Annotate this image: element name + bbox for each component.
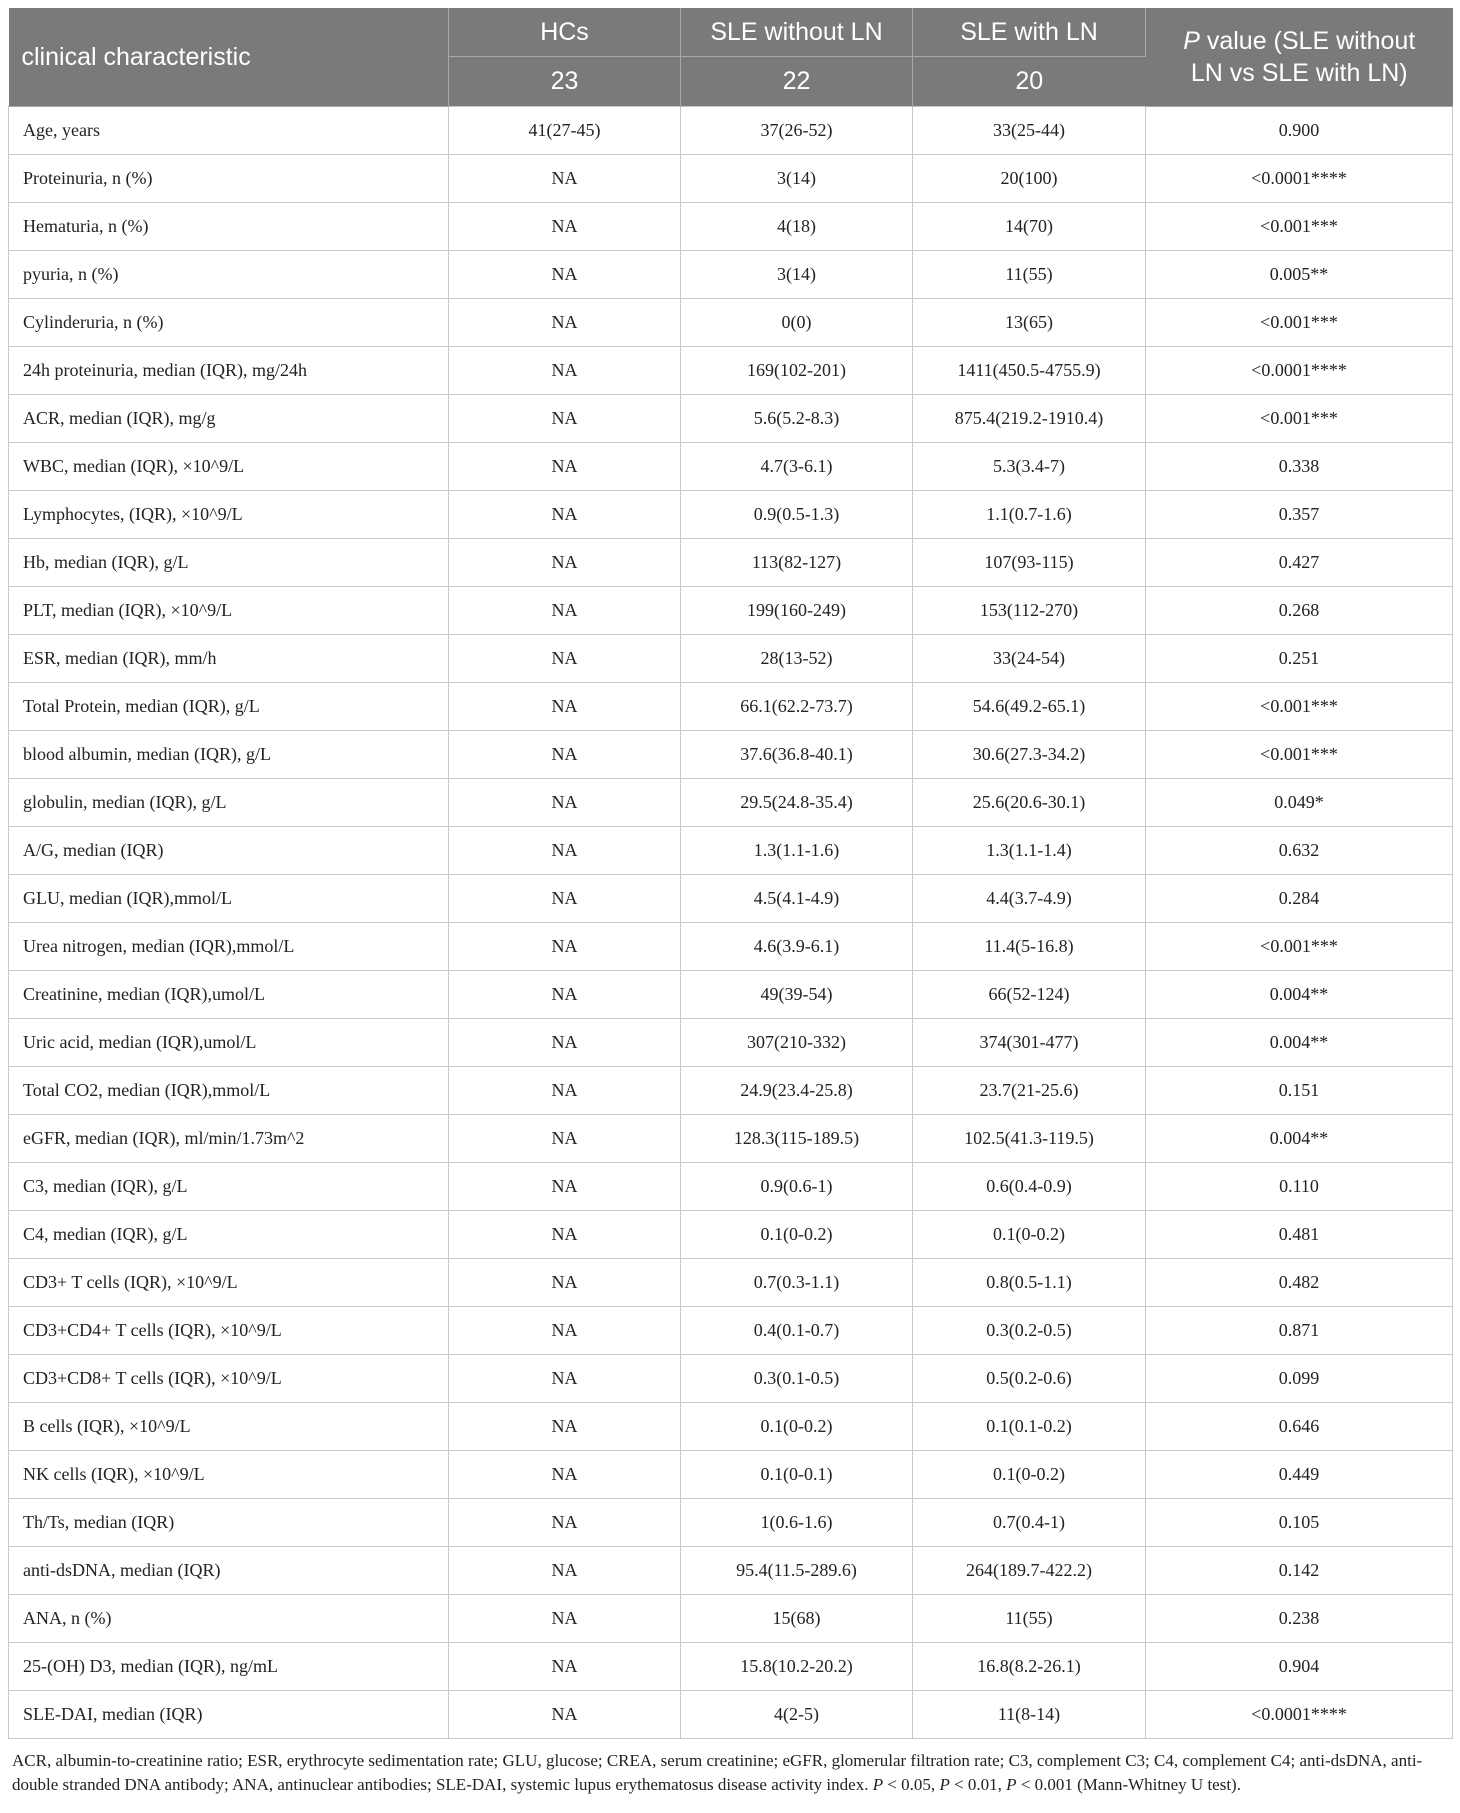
table-row — [9, 1355, 1453, 1403]
row-label: Total Protein, median (IQR), g/L — [9, 683, 449, 731]
hcs-value: NA — [449, 1211, 681, 1259]
sle-with-ln-value: 23.7(21-25.6) — [913, 1067, 1146, 1115]
p-value: 0.142 — [1146, 1547, 1453, 1595]
table-header — [9, 8, 1453, 107]
sle-without-ln-value: 4(18) — [681, 203, 913, 251]
sle-without-ln-value: 15.8(10.2-20.2) — [681, 1643, 913, 1691]
sle-with-ln-value: 0.5(0.2-0.6) — [913, 1355, 1146, 1403]
table-body — [9, 107, 1453, 1739]
row-label: Uric acid, median (IQR),umol/L — [9, 1019, 449, 1067]
sle-with-ln-value: 153(112-270) — [913, 587, 1146, 635]
sle-without-ln-value: 3(14) — [681, 251, 913, 299]
p-value: 0.004** — [1146, 971, 1453, 1019]
sle-without-ln-value: 1.3(1.1-1.6) — [681, 827, 913, 875]
hcs-value: NA — [449, 1643, 681, 1691]
header-p-rest: value (SLE without — [1199, 27, 1416, 55]
sle-without-ln-value: 37(26-52) — [681, 107, 913, 155]
hcs-value: NA — [449, 299, 681, 347]
hcs-value: NA — [449, 587, 681, 635]
row-label: Cylinderuria, n (%) — [9, 299, 449, 347]
sle-with-ln-value: 11(55) — [913, 1595, 1146, 1643]
row-label: B cells (IQR), ×10^9/L — [9, 1403, 449, 1451]
footnote-p1: P — [872, 1775, 884, 1794]
table-row — [9, 587, 1453, 635]
hcs-value: NA — [449, 1403, 681, 1451]
row-label: CD3+CD4+ T cells (IQR), ×10^9/L — [9, 1307, 449, 1355]
p-value: <0.0001**** — [1146, 347, 1453, 395]
hcs-value: NA — [449, 1163, 681, 1211]
header-n-sle-with-ln: 20 — [913, 57, 1146, 107]
hcs-value: NA — [449, 923, 681, 971]
hcs-value: NA — [449, 1499, 681, 1547]
sle-with-ln-value: 1411(450.5-4755.9) — [913, 347, 1146, 395]
row-label: pyuria, n (%) — [9, 251, 449, 299]
hcs-value: NA — [449, 1259, 681, 1307]
sle-without-ln-value: 15(68) — [681, 1595, 913, 1643]
sle-with-ln-value: 875.4(219.2-1910.4) — [913, 395, 1146, 443]
p-value: 0.900 — [1146, 107, 1453, 155]
row-label: blood albumin, median (IQR), g/L — [9, 731, 449, 779]
sle-with-ln-value: 0.3(0.2-0.5) — [913, 1307, 1146, 1355]
row-label: Th/Ts, median (IQR) — [9, 1499, 449, 1547]
hcs-value: NA — [449, 635, 681, 683]
sle-without-ln-value: 4(2-5) — [681, 1691, 913, 1739]
sle-with-ln-value: 54.6(49.2-65.1) — [913, 683, 1146, 731]
sle-with-ln-value: 11.4(5-16.8) — [913, 923, 1146, 971]
p-value: 0.284 — [1146, 875, 1453, 923]
p-value: 0.110 — [1146, 1163, 1453, 1211]
table-row — [9, 923, 1453, 971]
row-label: CD3+CD8+ T cells (IQR), ×10^9/L — [9, 1355, 449, 1403]
sle-without-ln-value: 95.4(11.5-289.6) — [681, 1547, 913, 1595]
row-label: Creatinine, median (IQR),umol/L — [9, 971, 449, 1019]
hcs-value: NA — [449, 251, 681, 299]
sle-with-ln-value: 374(301-477) — [913, 1019, 1146, 1067]
sle-without-ln-value: 128.3(115-189.5) — [681, 1115, 913, 1163]
sle-without-ln-value: 3(14) — [681, 155, 913, 203]
row-label: Total CO2, median (IQR),mmol/L — [9, 1067, 449, 1115]
table-row — [9, 971, 1453, 1019]
hcs-value: NA — [449, 347, 681, 395]
sle-without-ln-value: 0.4(0.1-0.7) — [681, 1307, 913, 1355]
document — [8, 8, 1452, 1797]
footnote-p3: P — [1006, 1775, 1017, 1794]
table-row — [9, 1211, 1453, 1259]
p-value: 0.238 — [1146, 1595, 1453, 1643]
sle-without-ln-value: 49(39-54) — [681, 971, 913, 1019]
hcs-value: NA — [449, 1355, 681, 1403]
footnote-t3: < 0.001 (Mann-Whitney U test). — [1016, 1775, 1241, 1794]
hcs-value: NA — [449, 491, 681, 539]
table-row — [9, 1115, 1453, 1163]
hcs-value: NA — [449, 395, 681, 443]
sle-without-ln-value: 113(82-127) — [681, 539, 913, 587]
sle-with-ln-value: 20(100) — [913, 155, 1146, 203]
table-row — [9, 683, 1453, 731]
hcs-value: NA — [449, 539, 681, 587]
p-value: <0.0001**** — [1146, 155, 1453, 203]
p-value: 0.632 — [1146, 827, 1453, 875]
table-row — [9, 1547, 1453, 1595]
hcs-value: NA — [449, 1019, 681, 1067]
p-value: <0.001*** — [1146, 731, 1453, 779]
sle-with-ln-value: 4.4(3.7-4.9) — [913, 875, 1146, 923]
row-label: C4, median (IQR), g/L — [9, 1211, 449, 1259]
hcs-value: NA — [449, 203, 681, 251]
row-label: Lymphocytes, (IQR), ×10^9/L — [9, 491, 449, 539]
table-row — [9, 443, 1453, 491]
row-label: Hematuria, n (%) — [9, 203, 449, 251]
p-value: <0.001*** — [1146, 299, 1453, 347]
sle-with-ln-value: 16.8(8.2-26.1) — [913, 1643, 1146, 1691]
table-row — [9, 491, 1453, 539]
p-value: 0.004** — [1146, 1115, 1453, 1163]
table-row — [9, 203, 1453, 251]
p-value: 0.482 — [1146, 1259, 1453, 1307]
sle-without-ln-value: 199(160-249) — [681, 587, 913, 635]
row-label: 25-(OH) D3, median (IQR), ng/mL — [9, 1643, 449, 1691]
header-group-hcs: HCs — [449, 8, 681, 57]
hcs-value: NA — [449, 971, 681, 1019]
sle-with-ln-value: 0.1(0-0.2) — [913, 1211, 1146, 1259]
footnote-t1: < 0.05, — [883, 1775, 940, 1794]
table-row — [9, 155, 1453, 203]
sle-with-ln-value: 33(25-44) — [913, 107, 1146, 155]
table-row — [9, 1595, 1453, 1643]
row-label: ACR, median (IQR), mg/g — [9, 395, 449, 443]
table-row — [9, 731, 1453, 779]
p-value: 0.646 — [1146, 1403, 1453, 1451]
sle-with-ln-value: 5.3(3.4-7) — [913, 443, 1146, 491]
sle-without-ln-value: 1(0.6-1.6) — [681, 1499, 913, 1547]
p-value: 0.357 — [1146, 491, 1453, 539]
p-value: <0.001*** — [1146, 395, 1453, 443]
clinical-characteristics-table — [8, 8, 1453, 1739]
row-label: Proteinuria, n (%) — [9, 155, 449, 203]
row-label: PLT, median (IQR), ×10^9/L — [9, 587, 449, 635]
row-label: eGFR, median (IQR), ml/min/1.73m^2 — [9, 1115, 449, 1163]
hcs-value: NA — [449, 1115, 681, 1163]
table-row — [9, 875, 1453, 923]
sle-without-ln-value: 169(102-201) — [681, 347, 913, 395]
p-value: 0.005** — [1146, 251, 1453, 299]
table-row — [9, 1019, 1453, 1067]
row-label: C3, median (IQR), g/L — [9, 1163, 449, 1211]
header-n-sle-without-ln: 22 — [681, 57, 913, 107]
sle-without-ln-value: 4.5(4.1-4.9) — [681, 875, 913, 923]
table-row — [9, 299, 1453, 347]
table-row — [9, 1163, 1453, 1211]
row-label: GLU, median (IQR),mmol/L — [9, 875, 449, 923]
sle-with-ln-value: 0.1(0-0.2) — [913, 1451, 1146, 1499]
p-value: <0.0001**** — [1146, 1691, 1453, 1739]
hcs-value: 41(27-45) — [449, 107, 681, 155]
sle-with-ln-value: 11(8-14) — [913, 1691, 1146, 1739]
sle-without-ln-value: 4.6(3.9-6.1) — [681, 923, 913, 971]
sle-without-ln-value: 0.7(0.3-1.1) — [681, 1259, 913, 1307]
p-value: <0.001*** — [1146, 923, 1453, 971]
footnote-text: ACR, albumin-to-creatinine ratio; ESR, erythrocyte sedimentation rate; GLU, glucose; CREA, serum creatinine; eGFR, glomerular filtration rate; C3, complement C3; C4, complement C4; anti-dsDNA, anti-double stranded DNA antibody; ANA, antinuclear antibodies; SLE-DAI, systemic lupus erythematosus disease activity index. — [12, 1751, 1423, 1794]
sle-with-ln-value: 0.1(0.1-0.2) — [913, 1403, 1146, 1451]
table-row — [9, 251, 1453, 299]
sle-without-ln-value: 24.9(23.4-25.8) — [681, 1067, 913, 1115]
sle-with-ln-value: 11(55) — [913, 251, 1146, 299]
sle-with-ln-value: 25.6(20.6-30.1) — [913, 779, 1146, 827]
hcs-value: NA — [449, 155, 681, 203]
p-value: 0.904 — [1146, 1643, 1453, 1691]
sle-with-ln-value: 0.7(0.4-1) — [913, 1499, 1146, 1547]
p-value: 0.251 — [1146, 635, 1453, 683]
row-label: 24h proteinuria, median (IQR), mg/24h — [9, 347, 449, 395]
sle-with-ln-value: 1.3(1.1-1.4) — [913, 827, 1146, 875]
hcs-value: NA — [449, 827, 681, 875]
p-value: 0.481 — [1146, 1211, 1453, 1259]
sle-without-ln-value: 0.1(0-0.2) — [681, 1403, 913, 1451]
table-row — [9, 347, 1453, 395]
header-n-hcs: 23 — [449, 57, 681, 107]
hcs-value: NA — [449, 1307, 681, 1355]
header-p-line2: LN vs SLE with LN) — [1190, 59, 1408, 87]
table-row — [9, 539, 1453, 587]
table-row — [9, 1643, 1453, 1691]
table-row — [9, 779, 1453, 827]
sle-without-ln-value: 0.1(0-0.2) — [681, 1211, 913, 1259]
p-value: 0.449 — [1146, 1451, 1453, 1499]
row-label: ESR, median (IQR), mm/h — [9, 635, 449, 683]
table-row — [9, 1403, 1453, 1451]
row-label: WBC, median (IQR), ×10^9/L — [9, 443, 449, 491]
sle-with-ln-value: 1.1(0.7-1.6) — [913, 491, 1146, 539]
table-row — [9, 1691, 1453, 1739]
p-value: 0.004** — [1146, 1019, 1453, 1067]
row-label: Age, years — [9, 107, 449, 155]
sle-without-ln-value: 0(0) — [681, 299, 913, 347]
sle-with-ln-value: 0.6(0.4-0.9) — [913, 1163, 1146, 1211]
table-row — [9, 1451, 1453, 1499]
sle-without-ln-value: 5.6(5.2-8.3) — [681, 395, 913, 443]
sle-without-ln-value: 0.3(0.1-0.5) — [681, 1355, 913, 1403]
p-value: 0.151 — [1146, 1067, 1453, 1115]
header-p-value — [1146, 8, 1453, 107]
hcs-value: NA — [449, 443, 681, 491]
p-value: <0.001*** — [1146, 203, 1453, 251]
footnote-t2: < 0.01, — [949, 1775, 1007, 1794]
p-value: 0.427 — [1146, 539, 1453, 587]
row-label: Urea nitrogen, median (IQR),mmol/L — [9, 923, 449, 971]
sle-without-ln-value: 37.6(36.8-40.1) — [681, 731, 913, 779]
sle-without-ln-value: 66.1(62.2-73.7) — [681, 683, 913, 731]
sle-without-ln-value: 0.9(0.6-1) — [681, 1163, 913, 1211]
row-label: A/G, median (IQR) — [9, 827, 449, 875]
hcs-value: NA — [449, 1595, 681, 1643]
table-row — [9, 1259, 1453, 1307]
header-group-sle-with-ln: SLE with LN — [913, 8, 1146, 57]
row-label: NK cells (IQR), ×10^9/L — [9, 1451, 449, 1499]
hcs-value: NA — [449, 779, 681, 827]
hcs-value: NA — [449, 1691, 681, 1739]
table-row — [9, 1499, 1453, 1547]
footnote-p2: P — [939, 1775, 950, 1794]
table-row — [9, 1067, 1453, 1115]
row-label: globulin, median (IQR), g/L — [9, 779, 449, 827]
table-row — [9, 1307, 1453, 1355]
p-value: 0.105 — [1146, 1499, 1453, 1547]
hcs-value: NA — [449, 683, 681, 731]
sle-without-ln-value: 307(210-332) — [681, 1019, 913, 1067]
sle-with-ln-value: 264(189.7-422.2) — [913, 1547, 1146, 1595]
sle-without-ln-value: 4.7(3-6.1) — [681, 443, 913, 491]
p-value: 0.268 — [1146, 587, 1453, 635]
hcs-value: NA — [449, 1547, 681, 1595]
row-label: ANA, n (%) — [9, 1595, 449, 1643]
header-clinical-characteristic: clinical characteristic — [9, 8, 449, 107]
hcs-value: NA — [449, 1067, 681, 1115]
sle-with-ln-value: 66(52-124) — [913, 971, 1146, 1019]
table-row — [9, 635, 1453, 683]
row-label: SLE-DAI, median (IQR) — [9, 1691, 449, 1739]
p-value: 0.099 — [1146, 1355, 1453, 1403]
sle-without-ln-value: 29.5(24.8-35.4) — [681, 779, 913, 827]
sle-with-ln-value: 107(93-115) — [913, 539, 1146, 587]
table-row — [9, 827, 1453, 875]
row-label: CD3+ T cells (IQR), ×10^9/L — [9, 1259, 449, 1307]
header-group-sle-without-ln: SLE without LN — [681, 8, 913, 57]
p-value: 0.338 — [1146, 443, 1453, 491]
p-value: 0.871 — [1146, 1307, 1453, 1355]
sle-with-ln-value: 33(24-54) — [913, 635, 1146, 683]
p-value: <0.001*** — [1146, 683, 1453, 731]
sle-with-ln-value: 30.6(27.3-34.2) — [913, 731, 1146, 779]
p-value: 0.049* — [1146, 779, 1453, 827]
sle-without-ln-value: 0.9(0.5-1.3) — [681, 491, 913, 539]
hcs-value: NA — [449, 731, 681, 779]
hcs-value: NA — [449, 1451, 681, 1499]
sle-with-ln-value: 13(65) — [913, 299, 1146, 347]
row-label: anti-dsDNA, median (IQR) — [9, 1547, 449, 1595]
sle-with-ln-value: 14(70) — [913, 203, 1146, 251]
table-row — [9, 395, 1453, 443]
sle-with-ln-value: 102.5(41.3-119.5) — [913, 1115, 1146, 1163]
sle-without-ln-value: 28(13-52) — [681, 635, 913, 683]
header-p-italic: P — [1183, 27, 1200, 55]
sle-with-ln-value: 0.8(0.5-1.1) — [913, 1259, 1146, 1307]
sle-without-ln-value: 0.1(0-0.1) — [681, 1451, 913, 1499]
table-footnote — [8, 1749, 1452, 1797]
hcs-value: NA — [449, 875, 681, 923]
row-label: Hb, median (IQR), g/L — [9, 539, 449, 587]
table-row — [9, 107, 1453, 155]
